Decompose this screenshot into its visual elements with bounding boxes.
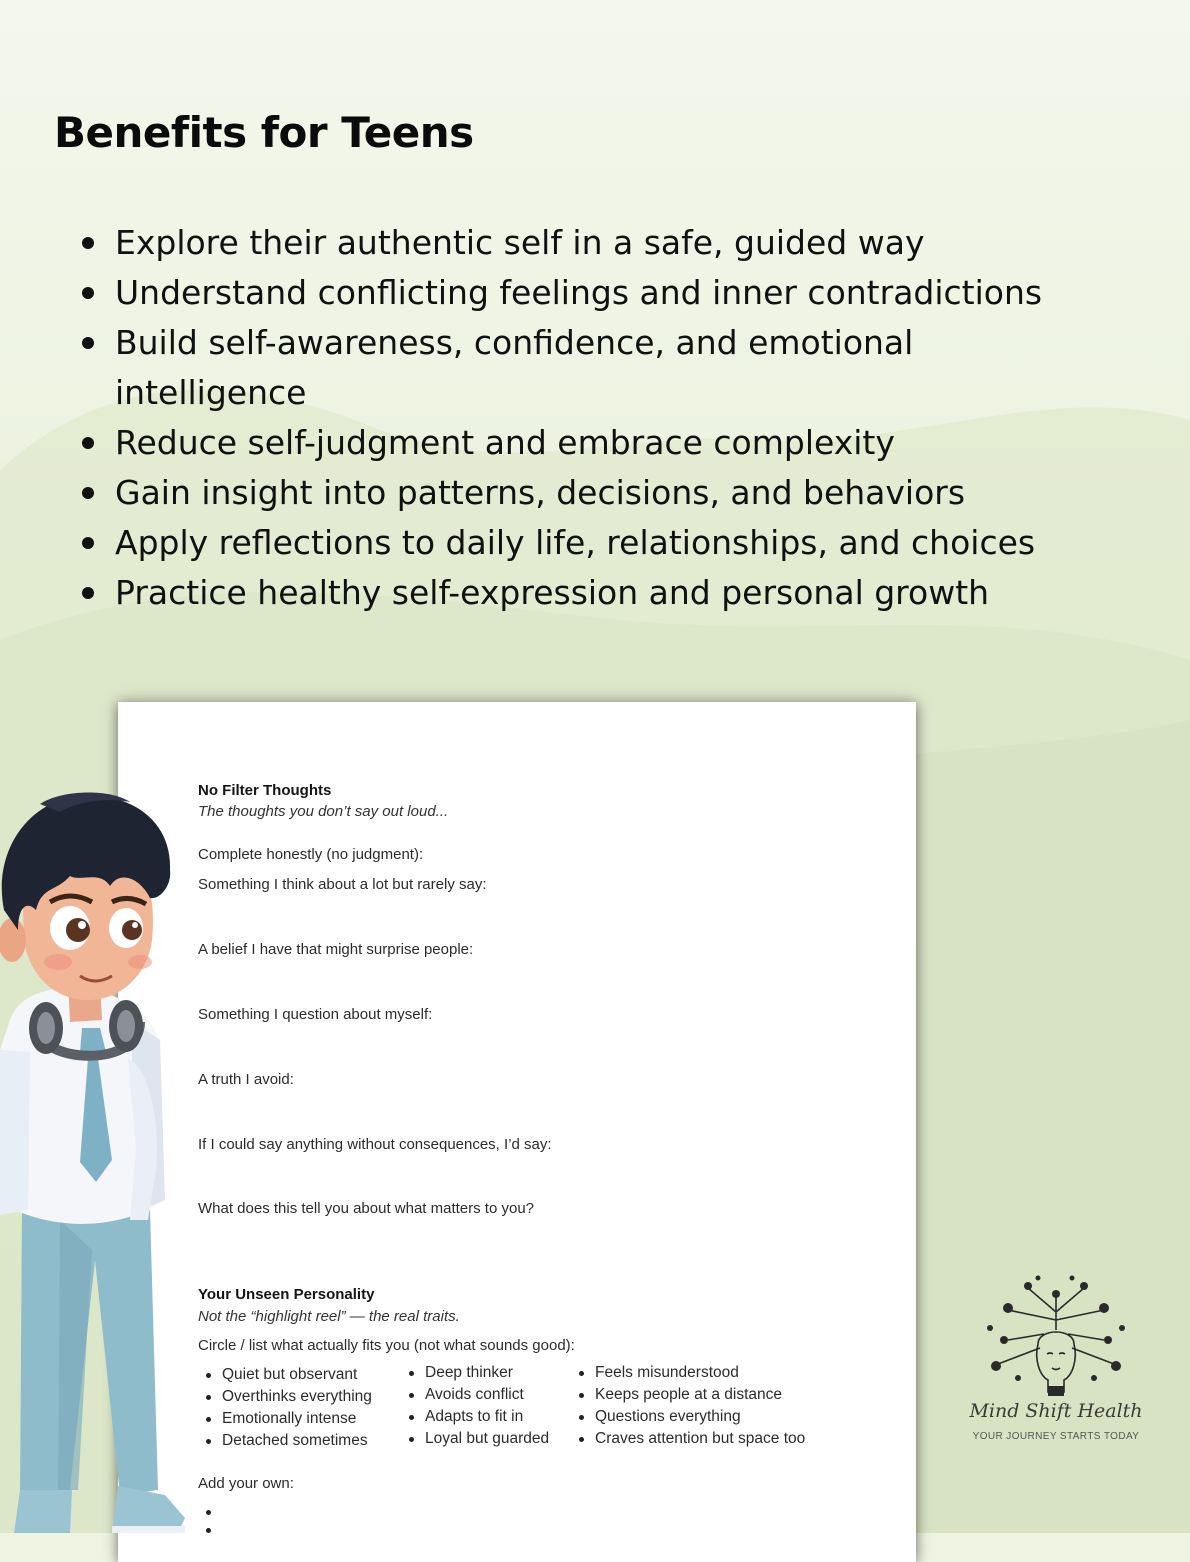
section-heading: Your Unseen Personality [198,1286,375,1303]
prompt-text: A truth I avoid: [198,1071,294,1088]
prompt-text: A belief I have that might surprise people: [198,941,474,958]
traits-column-1 [202,1364,372,1452]
bullet-icon [82,437,94,449]
bullet-icon [206,1510,211,1515]
brand-tagline: YOUR JOURNEY STARTS TODAY [972,1431,1140,1442]
trait-item: Feels misunderstood [575,1362,805,1384]
bullet-icon [82,237,94,249]
bullet-icon [82,287,94,299]
page-title: Benefits for Teens [54,108,474,157]
benefit-item: Understand conflicting feelings and inner contradictions [78,268,1168,318]
instruction-text: Complete honestly (no judgment): [198,846,424,863]
benefit-item: Build self-awareness, confidence, and emotional intelligence [78,318,1005,418]
trait-item: Adapts to fit in [405,1406,549,1428]
benefit-item: Reduce self-judgment and embrace complexity [78,418,1168,468]
brand-name: Mind Shift Health [969,1400,1143,1422]
trait-item: Quiet but observant [202,1364,372,1386]
trait-item: Keeps people at a distance [575,1384,805,1406]
bullet-icon [82,537,94,549]
trait-item: Detached sometimes [202,1430,372,1452]
benefit-item: Practice healthy self-expression and personal growth [78,568,1168,618]
prompt-text: If I could say anything without consequences, I’d say: [198,1136,552,1153]
trait-item: Questions everything [575,1406,805,1428]
trait-item: Emotionally intense [202,1408,372,1430]
trait-item: Loyal but guarded [405,1428,549,1450]
prompt-text: What does this tell you about what matters to you? [198,1200,535,1217]
prompt-text: Something I think about a lot but rarely say: [198,876,487,893]
trait-item: Deep thinker [405,1362,549,1384]
trait-item: Craves attention but space too [575,1428,805,1450]
section-subheading: The thoughts you don’t say out loud... [198,803,449,820]
bullet-icon [82,487,94,499]
trait-item: Overthinks everything [202,1386,372,1408]
bullet-icon [82,587,94,599]
benefit-item: Explore their authentic self in a safe, guided way [78,218,1168,268]
instruction-text: Add your own: [198,1475,294,1492]
worksheet-preview [118,702,916,1562]
teen-boy-illustration [0,790,200,1533]
section-subheading: Not the “highlight reel” — the real traits. [198,1308,460,1325]
traits-column-3 [575,1362,805,1450]
benefit-item: Gain insight into patterns, decisions, and behaviors [78,468,1168,518]
traits-column-2 [405,1362,549,1450]
benefits-list [78,218,1168,618]
instruction-text: Circle / list what actually fits you (not what sounds good): [198,1337,575,1354]
section-heading: No Filter Thoughts [198,782,332,799]
benefit-item: Apply reflections to daily life, relationships, and choices [78,518,1168,568]
bullet-icon [82,337,94,349]
trait-item: Avoids conflict [405,1384,549,1406]
prompt-text: Something I question about myself: [198,1006,433,1023]
bullet-icon [206,1528,211,1533]
